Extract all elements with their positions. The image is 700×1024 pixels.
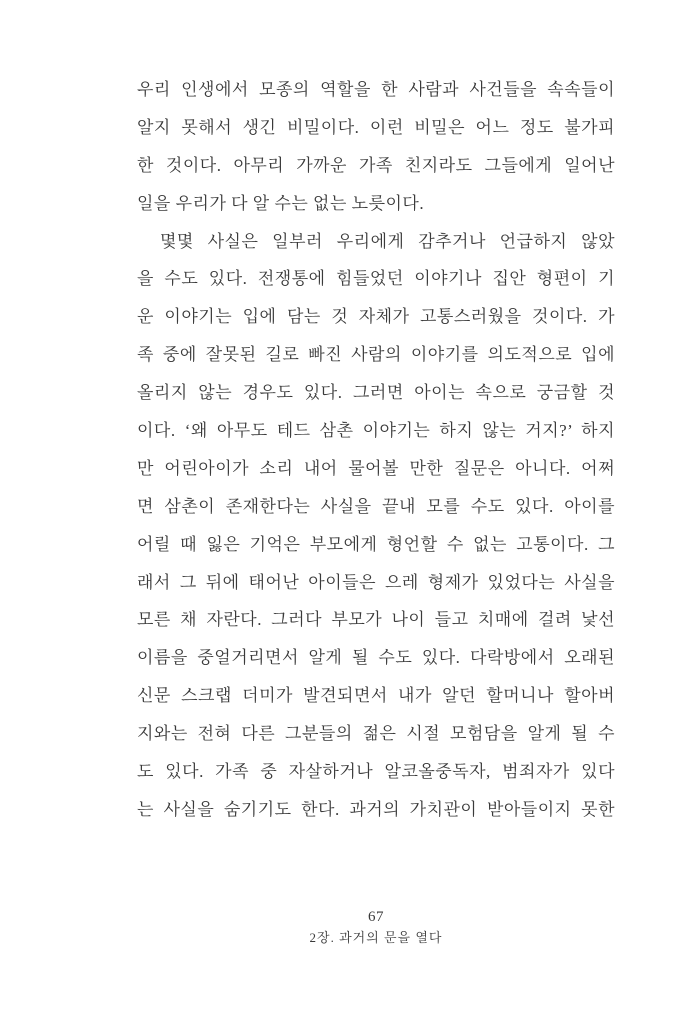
text-line: 지와는 전혀 다른 그분들의 젊은 시절 모험담을 알게 될 수 [137,724,615,744]
text-line: 한 것이다. 아무리 가까운 가족 친지라도 그들에게 일어난 [137,155,615,175]
text-line: 을 수도 있다. 전쟁통에 힘들었던 이야기나 집안 형편이 기 [137,269,615,289]
text-line: 알지 못해서 생긴 비밀이다. 이런 비밀은 어느 정도 불가피 [137,117,615,137]
page-number: 67 [368,909,384,925]
text-line: 래서 그 뒤에 태어난 아이들은 으레 형제가 있었다는 사실을 [137,572,615,592]
text-line: 우리 인생에서 모종의 역할을 한 사람과 사건들을 속속들이 [137,80,615,99]
text-line: 운 이야기는 입에 담는 것 자체가 고통스러웠을 것이다. 가 [137,307,615,327]
text-line: 모른 채 자란다. 그러다 부모가 나이 들고 치매에 걸려 낯선 [137,610,615,630]
text-line: 도 있다. 가족 중 자살하거나 알코올중독자, 범죄자가 있다 [137,762,615,782]
text-line: 는 사실을 숨기기도 한다. 과거의 가치관이 받아들이지 못한 [137,799,615,819]
text-line-paragraph-end: 일을 우리가 다 알 수는 없는 노릇이다. [137,193,425,213]
text-line: 올리지 않는 경우도 있다. 그러면 아이는 속으로 궁금할 것 [137,383,615,403]
body-text-block [137,71,615,829]
text-line: 만 어린아이가 소리 내어 물어볼 만한 질문은 아니다. 어쩌 [137,458,615,478]
text-line: 면 삼촌이 존재한다는 사실을 끝내 모를 수도 있다. 아이를 [137,496,615,516]
text-line: 어릴 때 잃은 기억은 부모에게 형언할 수 없는 고통이다. 그 [137,534,615,554]
text-line: 이름을 중얼거리면서 알게 될 수도 있다. 다락방에서 오래된 [137,648,615,668]
text-line: 이다. ‘왜 아무도 테드 삼촌 이야기는 하지 않는 거지?’ 하지 [137,421,615,441]
text-line-paragraph-start: 몇몇 사실은 일부러 우리에게 감추거나 언급하지 않았 [160,231,615,251]
text-line: 족 중에 잘못된 길로 빠진 사람의 이야기를 의도적으로 입에 [137,345,615,365]
chapter-label: 2장. 과거의 문을 열다 [309,930,443,945]
text-line: 신문 스크랩 더미가 발견되면서 내가 알던 할머니나 할아버 [137,686,615,706]
